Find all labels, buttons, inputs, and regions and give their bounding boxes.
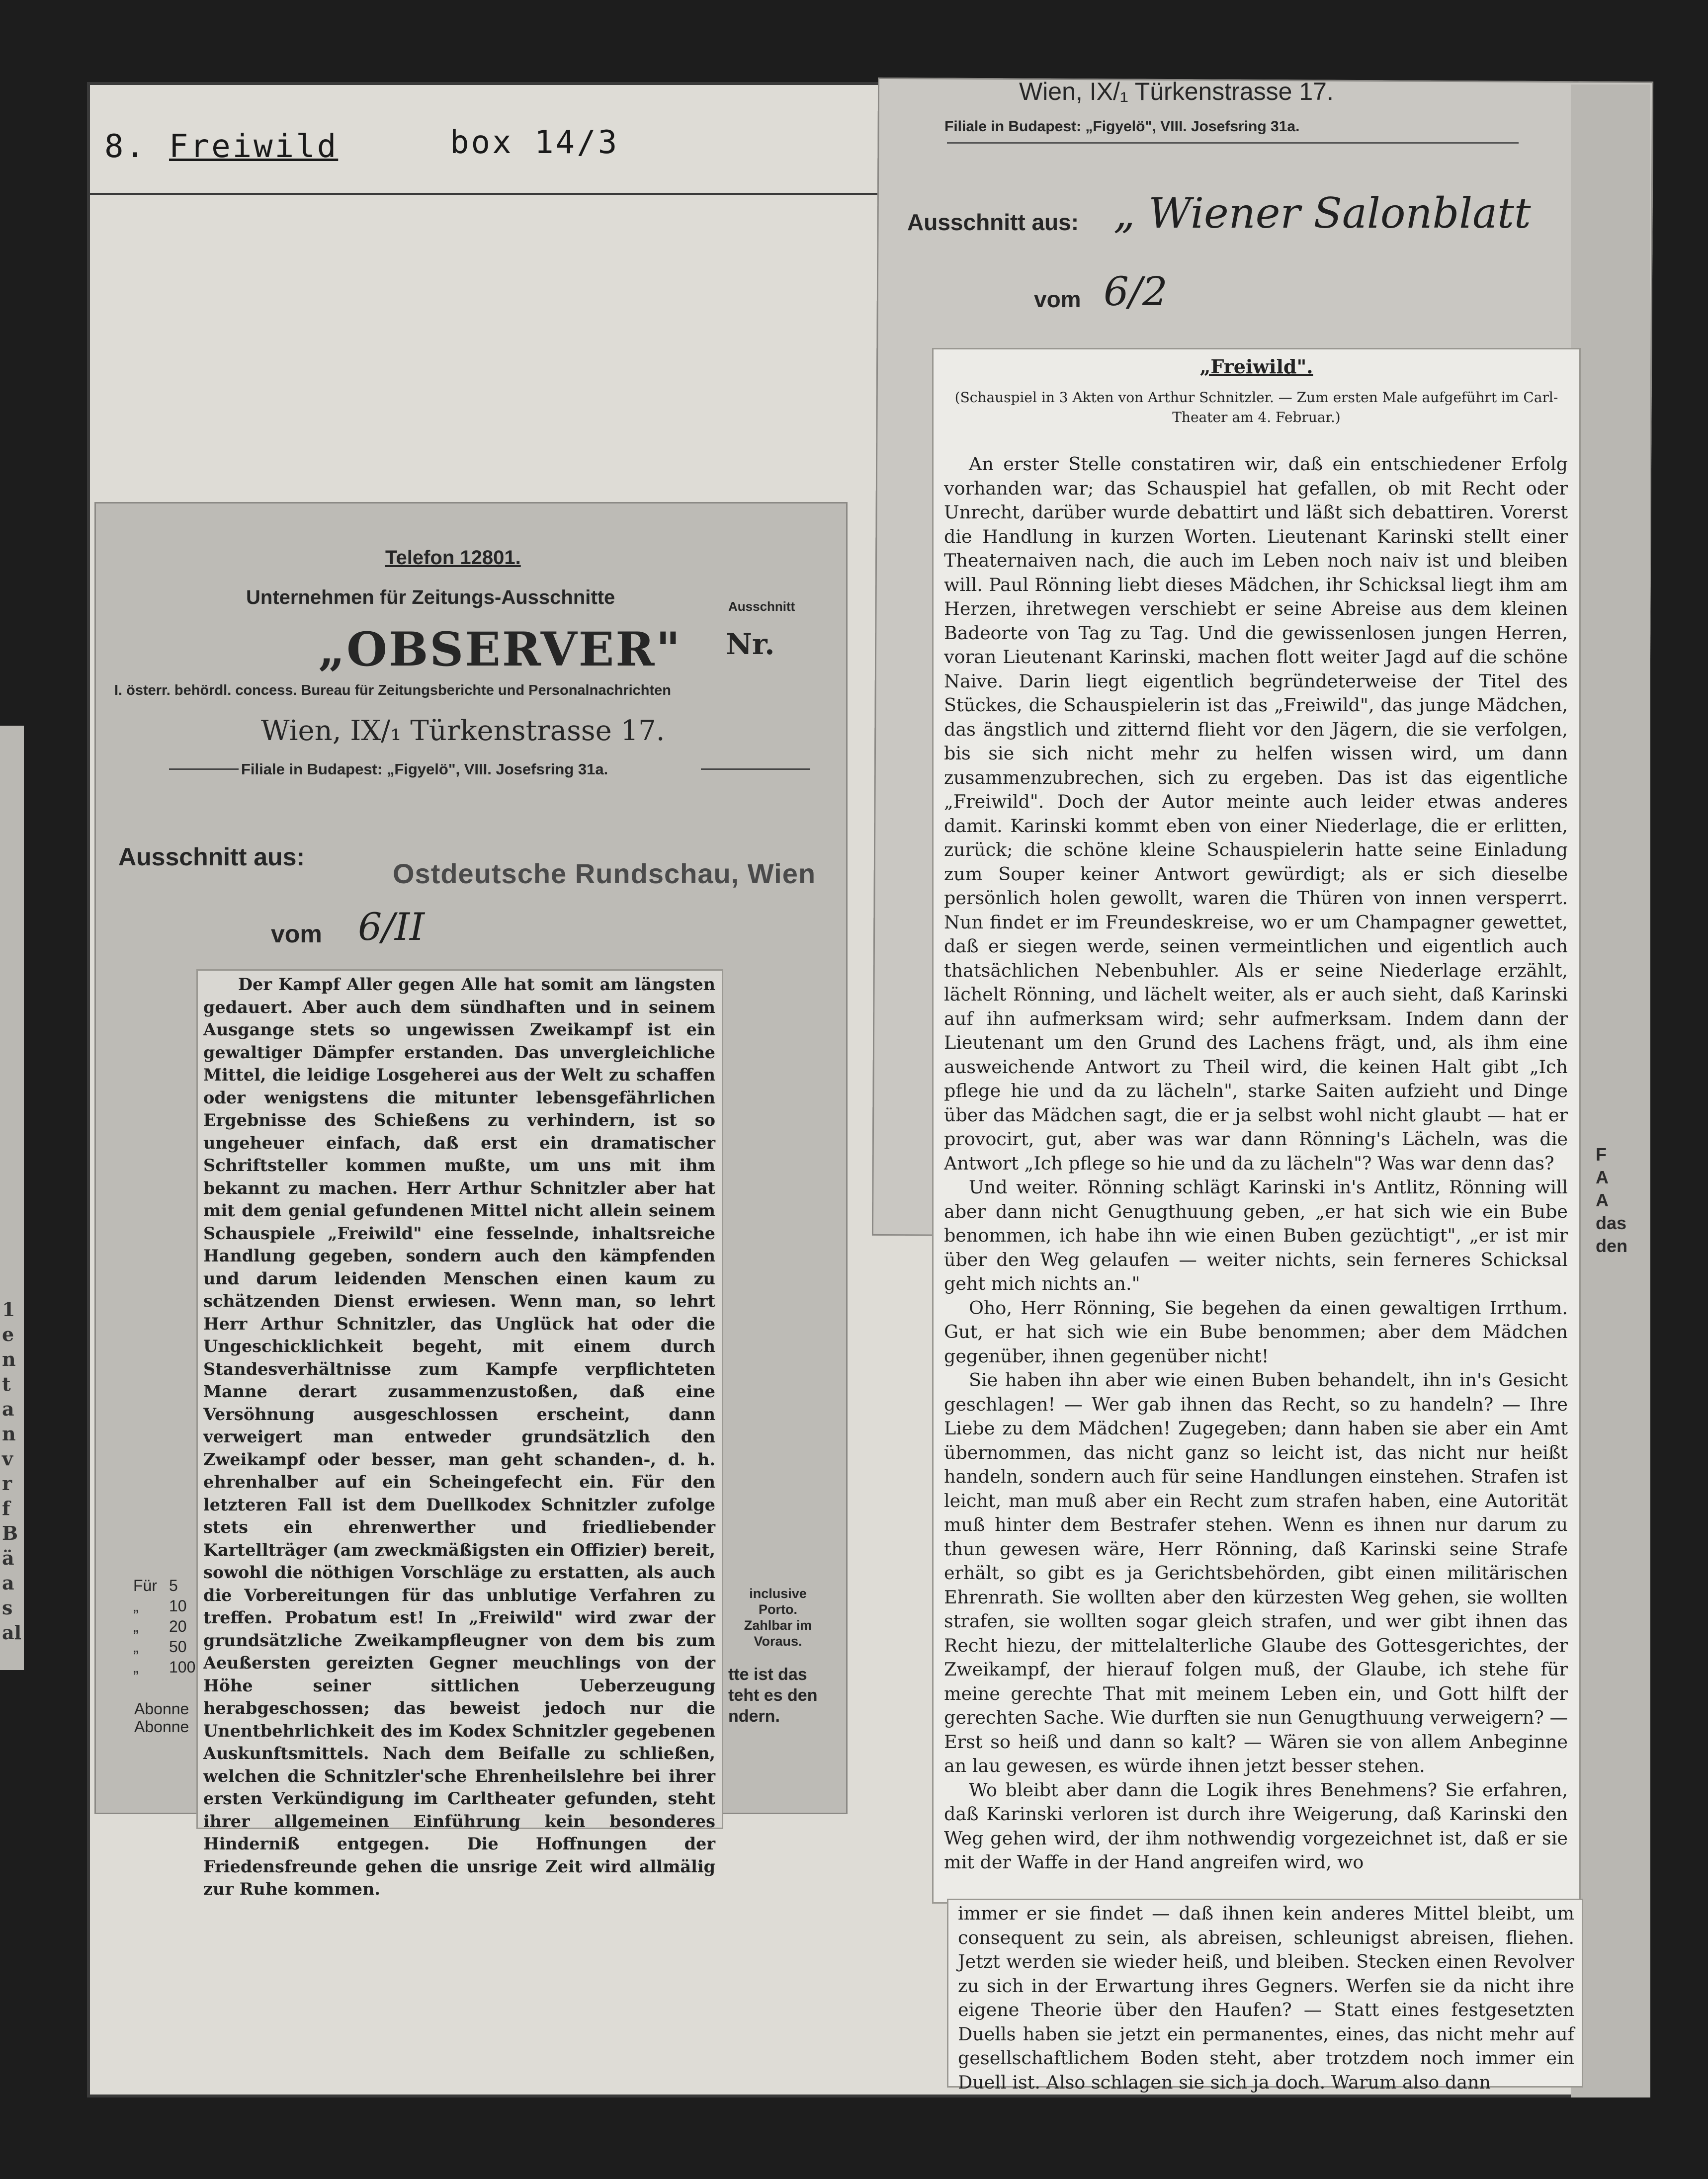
tail-line-3: ndern.	[728, 1707, 780, 1726]
right-card-source-handwriting: „ Wiener Salonblatt	[1113, 189, 1531, 238]
left-clipping	[196, 969, 723, 1899]
continuation-text: immer er sie findet — daß ihnen kein anderes Mittel bleibt, um consequent zu sein, als abreisen, schleunigst abreisen, fliehen. Jetzt werden sie wieder heiß, und bleiben. Stecken einen Revolver zu sich in der Erwartung ihres Gegners. Werfen sie da nicht ihre eigene Theorie über den Haufen? — Statt eines festgesetzten Duells haben sie jetzt ein permanentes, eines, das nicht mehr auf gesellschaftlichem Boden steht, aber trotzdem noch immer ein Duell ist. Also schlagen sie sich ja doch. Warum also dann	[958, 1903, 1574, 2093]
archive-box: box 14/3	[450, 124, 619, 161]
margin-letters	[2, 1297, 24, 1645]
margin-letter: s	[2, 1596, 13, 1619]
right-edge-strip	[1571, 84, 1650, 2097]
tail-line-2: teht es den	[728, 1686, 818, 1705]
margin-letter: 1	[2, 1298, 15, 1321]
archive-title: Freiwild	[169, 128, 339, 165]
margin-letter: a	[2, 1572, 14, 1594]
strip-letter: F	[1596, 1144, 1607, 1165]
porto-note: inclusive Porto. Zahlbar im Voraus.	[744, 1586, 812, 1649]
margin-letter: r	[2, 1472, 12, 1495]
archive-number: 8.	[104, 128, 147, 165]
margin-letter: al	[2, 1621, 22, 1644]
nr-label: Nr.	[726, 627, 775, 661]
right-card-date-label: vom	[1034, 286, 1081, 312]
margin-letter: a	[2, 1398, 14, 1420]
strip-letter: A	[1596, 1167, 1609, 1187]
ausschnitt-label: Ausschnitt	[728, 599, 795, 614]
strip-letter: das	[1596, 1213, 1627, 1233]
tail-line-1: tte ist das	[728, 1665, 807, 1684]
clipping-body	[944, 452, 1568, 1875]
clipping-subtitle: (Schauspiel in 3 Akten von Arthur Schnitzler. — Zum ersten Male aufgeführt im Carl-Theater am 4. Februar.)	[954, 389, 1558, 425]
price-prefixes: Für „ „ „ „	[133, 1577, 157, 1676]
right-card-address: Wien, IX/₁ Türkenstrasse 17.	[1019, 78, 1334, 105]
price-numbers: 5 10 20 50 100	[169, 1577, 196, 1676]
right-card-rule	[947, 142, 1519, 144]
abonne-line-1: Abonne	[134, 1700, 189, 1718]
clipping-title: „Freiwild".	[1199, 355, 1313, 378]
clipping-paragraph: Wo bleibt aber dann die Logik ihres Benehmens? Sie erfahren, daß Karinski verloren ist durch ihre Weigerung, daß Karinski den Weg gehen wird, der ihm nothwendig vorgezeichnet ist, daß er sie mit der Waffe in der Hand angreifen wird, wo	[944, 1779, 1568, 1873]
margin-letter: ä	[2, 1547, 14, 1569]
observer-name: „OBSERVER"	[318, 622, 682, 677]
margin-letter: t	[2, 1373, 11, 1395]
left-card-branch: Filiale in Budapest: „Figyelö", VIII. Josefsring 31a.	[241, 760, 608, 778]
left-card-date-label: vom	[271, 920, 322, 948]
clipping-paragraph: An erster Stelle constatiren wir, daß ein entschiedener Erfolg vorhanden war; das Schauspiel hat gefallen, ob mit Recht oder Unrecht, darüber wurde debattirt und läßt sich debattiren. Vorerst die Handlung in kurzen Worten. Lieutenant Karinski stellt einer Theaternaiven nach, die auch im Leben noch naiv ist und bleiben will. Paul Rönning liebt dieses Mädchen, ihr Schicksal liegt ihm am Herzen, ihretwegen verschiebt er seine Abreise aus dem kleinen Badeorte von Tag zu Tag. Und die gewissenlosen jungen Herren, voran Lieutenant Karinski, machen flott weiter Jagd auf die schöne Naive. Darin liegt eigentlich begründeterweise der Titel des Stückes, die Schauspielerin ist das „Freiwild", das junge Mädchen, das ängstlich und zitternd flieht vor den Jägern, die sie verfolgen, bis sie sich nicht mehr zu helfen wissen wird, um dann zusammenzubrechen, sich zu ergeben. Das ist das eigentliche „Freiwild". Doch der Autor meinte auch leider etwas anderes damit. Karinski kommt eben von einer Niederlage, die er erlitten, zurück; die schöne kleine Schauspielerin hatte seine Einladung zum Souper keiner Antwort gewürdigt; als er sich dieselbe persönlich holen gewollt, waren die Thüren von innen versperrt. Nun findet er im Freundeskreise, wo er um Champagner gewettet, daß er siegen werde, seinen vermeintlichen und eigentlich auch thatsächlichen Nebenbuhler. Als er seine Niederlage erzählt, lächelt Rönning, und lächelt weiter, als er auch sieht, daß Karinski auf ihn aufmerksam wird; sehr aufmerksam. Indem dann der Lieutenant um den Grund des Lachens frägt, und, als ihm eine ausweichende Antwort zu Theil wird, die keinen Halt gibt „Ich pflege hie und da zu lächeln", starke Saiten aufzieht und Dinge über das Mädchen sagt, die er ja selbst wohl nicht glaubt — hat er provocirt, gut, aber was war dann Rönning's Lächeln, was die Antwort „Ich pflege so hie und da zu lächeln"? Was war denn das?	[944, 453, 1568, 1174]
clipping-paragraph: Sie haben ihn aber wie einen Buben behandelt, ihn in's Gesicht geschlagen! — Wer gab ihnen das Recht, so zu handeln? — Ihre Liebe zu dem Mädchen! Zugegeben; dann haben sie aber ein Amt übernommen, das nicht ganz so leicht ist, das nicht nur heißt handeln, sondern auch für seine Handlungen einstehen. Strafen ist leicht, man muß aber ein Recht zum strafen haben, eine Autorität muß hinter dem Bestrafer stehen. Wenn es ihnen nur darum zu thun gewesen wäre, Herr Rönning, daß Karinski seine Strafe erhält, so gibt es ja Gerichtsbehörden, gibt einen militärischen Ehrenrath. Sie wollten aber den kürzesten Weg gehen, sie wollten strafen, sie wollten sogar gleich strafen, und wer gibt ihnen das Recht hiezu, der mittelalterliche Glaube des Gottesgerichtes, der Zweikampf, der hierauf folgen muß, der Glaube, ich stehe für meine gerechte That mit meinem Leben ein, und Gott hilft der gerechten Sache. Wie durften sie nun Genugthuung verweigern? — Erst so heiß und dann so kalt? — Wären sie von allem Anbeginne an lau gewesen, es würde ihnen jetzt besser stehen.	[944, 1369, 1568, 1776]
right-card-date-handwriting: 6/2	[1104, 268, 1168, 315]
margin-letter: f	[2, 1497, 10, 1519]
left-card-source-label: Ausschnitt aus:	[118, 843, 305, 871]
margin-letter: n	[2, 1423, 16, 1445]
margin-letter: v	[2, 1447, 13, 1470]
telefon-label: Telefon 12801.	[385, 547, 521, 569]
abonne-line-2: Abonne	[134, 1718, 189, 1736]
clipping-paragraph: Oho, Herr Rönning, Sie begehen da einen gewaltigen Irrthum. Gut, er hat sich wie ein Bube benommen; aber dem Mädchen gegenüber, ihnen gegenüber nicht!	[944, 1297, 1568, 1367]
right-clipping-continuation	[947, 1899, 1583, 2093]
concession-line: I. österr. behördl. concess. Bureau für Zeitungsberichte und Personalnachrichten	[114, 682, 671, 698]
source-stamp: Ostdeutsche Rundschau, Wien	[393, 858, 816, 889]
note-rule	[88, 193, 899, 195]
branch-rule-left	[169, 768, 239, 770]
right-card-branch: Filiale in Budapest: „Figyelö", VIII. Josefsring 31a.	[944, 118, 1300, 135]
left-clipping-text: Der Kampf Aller gegen Alle hat somit am längsten gedauert. Aber auch dem sündhaften und in seinem Ausgange stets so ungewissen Zweikampf ist ein gewaltiger Dämpfer erstanden. Das unvergleichliche Mittel, die leidige Losgeherei aus der Welt zu schaffen oder wenigstens die mitunter lebensgefährlichen Ergebnisse des Schießens zu verhindern, ist so ungeheuer einfach, daß erst ein dramatischer Schriftsteller kommen mußte, um uns mit ihm bekannt zu machen. Herr Arthur Schnitzler aber hat mit dem genial gefundenen Mittel nicht allein seinem Schauspiele „Freiwild" eine fesselnde, inhaltsreiche Handlung gegeben, sondern auch den kämpfenden und darum leidenden Menschen einen kaum zu schätzenden Dienst erwiesen. Wenn man, so lehrt Herr Arthur Schnitzler, das Unglück hat oder die Ungeschicklichkeit begeht, mit einem durch Standesverhältnisse zum Kampfe verpflichteten Manne derart zusammenzustoßen, daß eine Versöhnung ausgeschlossen erscheint, dann verweigert man entweder grundsätzlich den Zweikampf oder besser, man geht schanden-, d. h. ehrenhalber auf ein Scheingefecht ein. Für den letzteren Fall ist dem Duellkodex Schnitzler zufolge stets ein ehrenwerther und friedliebender Kartellträger (am zweckmäßigsten ein Offizier) bereit, sowohl die nöthigen Vorschläge zu erstatten, als auch die Vorbereitungen für das unblutige Verfahren zu treffen. Probatum est! In „Freiwild" wird zwar der grundsätzliche Zweikampfleugner von dem bis zum Aeußersten gereizten Gegner meuchlings von der Höhe seiner sittlichen Ueberzeugung herabgeschossen; das beweist jedoch nur die Unentbehrlichkeit des im Kodex Schnitzler gegebenen Auskunftsmittels. Nach dem Beifalle zu schließen, welchen die Schnitzler'sche Ehrenheilslehre bei ihrer ersten Verkündigung im Carltheater gefunden, steht ihrer allgemeinen Einführung kein besonderes Hinderniß entgegen. Die Hoffnungen der Friedensfreunde gehen die unsrige Zeit wird allmälig zur Ruhe kommen.	[203, 975, 715, 1899]
margin-letter: e	[2, 1323, 14, 1345]
strip-letters	[1596, 1143, 1627, 1257]
right-clipping	[932, 348, 1581, 1904]
left-card-date-handwriting: 6/II	[358, 905, 425, 949]
strip-letter: A	[1596, 1190, 1609, 1210]
left-card-address: Wien, IX/₁ Türkenstrasse 17.	[261, 715, 665, 747]
margin-letter: B	[2, 1522, 18, 1544]
clipping-paragraph: Und weiter. Rönning schlägt Karinski in's Antlitz, Rönning will aber dann nicht Genugthuung geben, „er hat sich wie ein Bube benommen, ich habe ihn wie einen Buben gezüchtigt", „er ist mir über den Weg gelaufen — weiter nichts, sein ferneres Schicksal geht mich nichts an."	[944, 1176, 1568, 1294]
company-line: Unternehmen für Zeitungs-Ausschnitte	[246, 587, 615, 608]
right-card-source-label: Ausschnitt aus:	[907, 209, 1079, 235]
branch-rule-right	[701, 768, 810, 770]
margin-letter: n	[2, 1348, 16, 1370]
strip-letter: den	[1596, 1236, 1628, 1256]
left-margin-scrap	[0, 726, 24, 1670]
